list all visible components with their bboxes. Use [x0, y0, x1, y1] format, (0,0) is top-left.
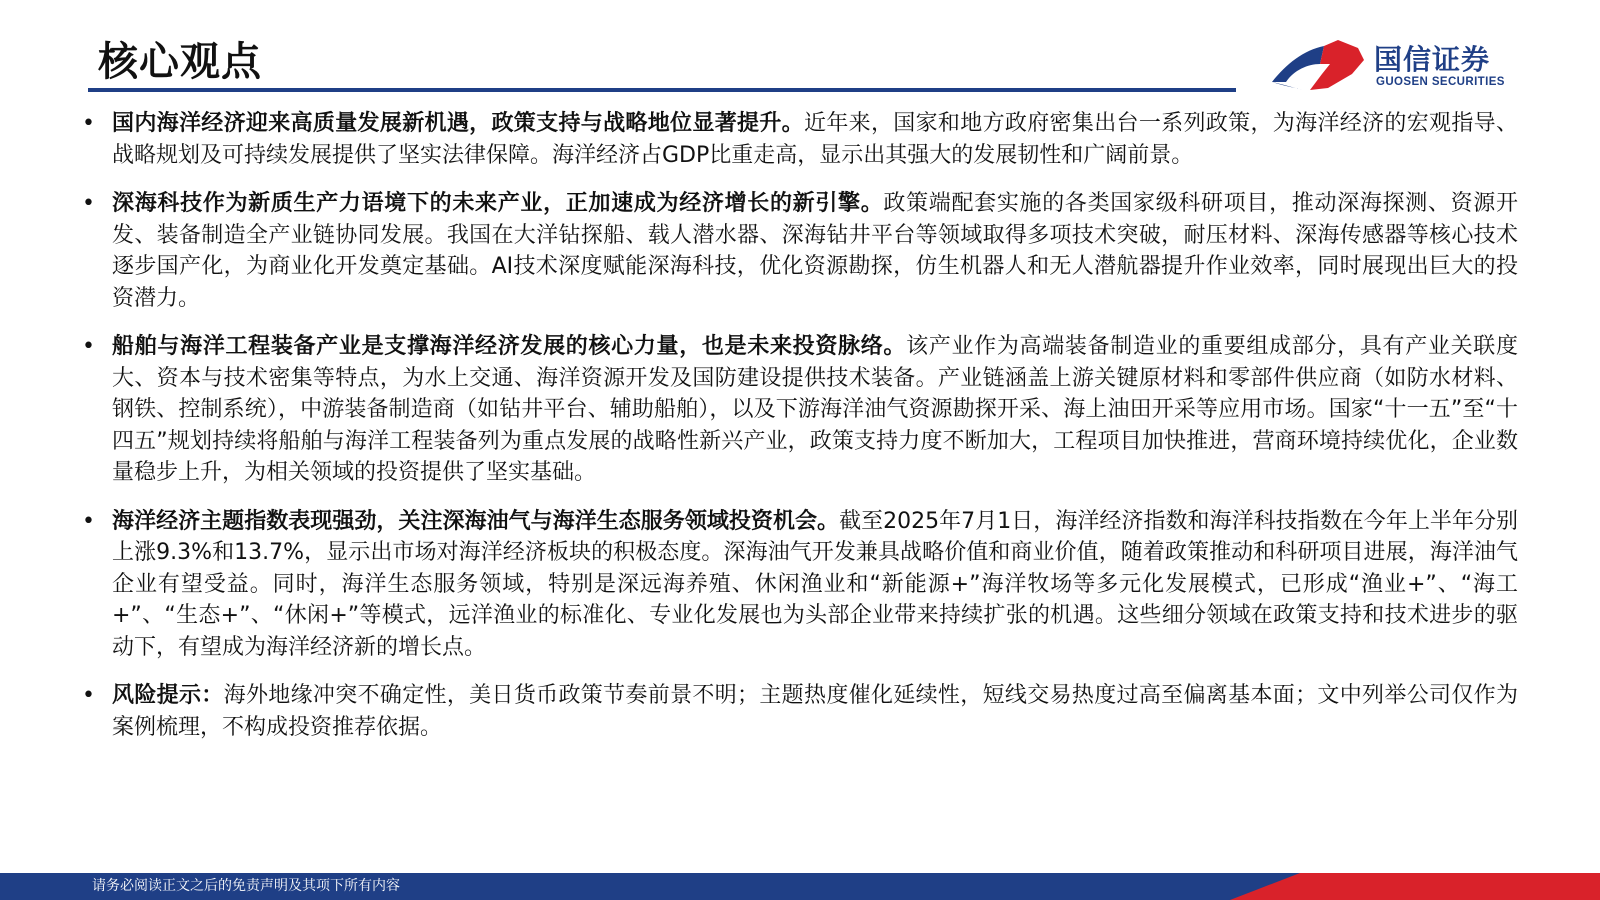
bullet-marker: •	[82, 508, 95, 534]
brand-name-en: GUOSEN SECURITIES	[1376, 76, 1505, 88]
key-point-heading: 船舶与海洋工程装备产业是支撑海洋经济发展的核心力量，也是未来投资脉络。	[112, 334, 907, 359]
page-title: 核心观点	[98, 39, 262, 85]
risk-warning-body: 海外地缘冲突不确定性，美日货币政策节奏前景不明；主题热度催化延续性，短线交易热度过高至偏离基本面；文中列举公司仅作为案例梳理，不构成投资推荐依据。	[112, 683, 1518, 740]
key-point-body: 近年来，国家和地方政府密集出台一系列政策，为海洋经济的宏观指导、战略规划及可持续发展提供了坚实法律保障。海洋经济占GDP比重走高，显示出其强大的发展韧性和广阔前景。	[112, 111, 1518, 168]
footer-bar	[0, 873, 1600, 900]
key-point-body: 该产业作为高端装备制造业的重要组成部分，具有产业关联度大、资本与技术密集等特点，为水上交通、海洋资源开发及国防建设提供技术装备。产业链涵盖上游关键原材料和零部件供应商（如防水材料、钢铁、控制系统），中游装备制造商（如钻井平台、辅助船舶），以及下游海洋油气资源勘探开采、海上油田开采等应用市场。国家“十一五”至“十四五”规划持续将船舶与海洋工程装备列为重点发展的战略性新兴产业，政策支持力度不断加大，工程项目加快推进，营商环境持续优化，企业数量稳步上升，为相关领域的投资提供了坚实基础。	[112, 334, 1518, 485]
key-point-heading: 海洋经济主题指数表现强劲，关注深海油气与海洋生态服务领域投资机会。	[112, 508, 840, 534]
brand-logo	[1268, 34, 1518, 94]
key-point-1	[80, 108, 1518, 171]
key-point-2	[80, 188, 1518, 314]
key-point-body: 政策端配套实施的各类国家级科研项目，推动深海探测、资源开发、装备制造全产业链协同发展。我国在大洋钻探船、载人潜水器、深海钻井平台等领域取得多项技术突破，耐压材料、深海传感器等核心技术逐步国产化，为商业化开发奠定基础。AI技术深度赋能深海科技，优化资源勘探，仿生机器人和无人潜航器提升作业效率，同时展现出巨大的投资潜力。	[112, 191, 1518, 311]
key-point-3	[80, 331, 1518, 489]
bullet-marker: •	[82, 334, 95, 359]
footer-disclaimer: 请务必阅读正文之后的免责声明及其项下所有内容	[92, 878, 400, 894]
bullet-marker: •	[82, 191, 95, 216]
bullet-marker: •	[82, 111, 95, 136]
key-point-4	[80, 506, 1518, 664]
key-point-body: 截至2025年7月1日，海洋经济指数和海洋科技指数在今年上半年分别上涨9.3%和13.7%，显示出市场对海洋经济板块的积极态度。深海油气开发兼具战略价值和商业价值，随着政策推动和科研项目进展，海洋油气企业有望受益。同时，海洋生态服务领域，特别是深远海养殖、休闲渔业和“新能源+”海洋牧场等多元化发展模式，已形成“渔业+”、“海工+”、“生态+”、“休闲+”等模式，远洋渔业的标准化、专业化发展也为头部企业带来持续扩张的机遇。这些细分领域在政策支持和技术进步的驱动下，有望成为海洋经济新的增长点。	[112, 508, 1518, 660]
key-point-heading: 国内海洋经济迎来高质量发展新机遇，政策支持与战略地位显著提升。	[112, 111, 804, 136]
key-point-heading: 深海科技作为新质生产力语境下的未来产业，正加速成为经济增长的新引擎。	[112, 191, 884, 216]
bullet-marker: •	[82, 683, 95, 708]
key-points-list	[80, 108, 1518, 760]
title-divider	[88, 88, 1236, 92]
footer-accent	[1230, 873, 1600, 900]
guosen-logo-icon	[1268, 34, 1368, 94]
brand-name-cn: 国信证券	[1374, 43, 1491, 76]
risk-warning	[80, 680, 1518, 743]
risk-warning-heading: 风险提示：	[112, 683, 224, 708]
